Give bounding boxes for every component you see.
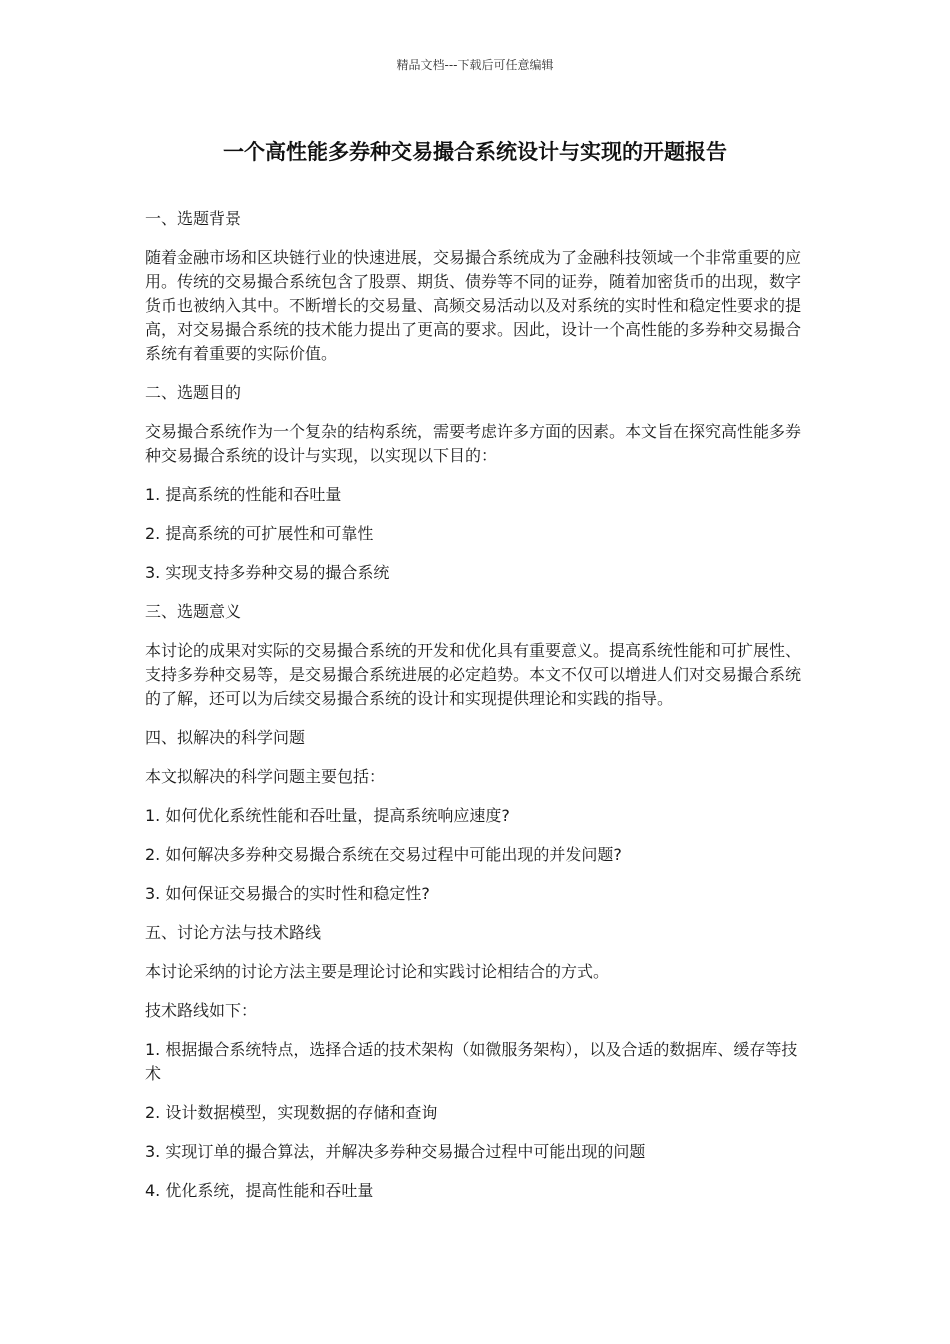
section-heading: 五、讨论方法与技术路线 — [145, 923, 322, 942]
list-item: 1. 提高系统的性能和吞吐量 — [145, 485, 342, 504]
document-body — [145, 207, 807, 1218]
list-item: 1. 根据撮合系统特点，选择合适的技术架构（如微服务架构），以及合适的数据库、缓存等技术 — [145, 1040, 798, 1083]
paragraph: 本讨论采纳的讨论方法主要是理论讨论和实践讨论相结合的方式。 — [145, 962, 610, 981]
list-item: 2. 提高系统的可扩展性和可靠性 — [145, 524, 374, 543]
paragraph: 技术路线如下： — [145, 1001, 258, 1020]
section-heading: 一、选题背景 — [145, 209, 242, 228]
list-item: 4. 优化系统，提高性能和吞吐量 — [145, 1181, 374, 1200]
list-item: 2. 设计数据模型，实现数据的存储和查询 — [145, 1103, 438, 1122]
list-item: 3. 实现支持多券种交易的撮合系统 — [145, 563, 390, 582]
document-title: 一个高性能多券种交易撮合系统设计与实现的开题报告 — [223, 140, 727, 164]
list-item: 3. 实现订单的撮合算法，并解决多券种交易撮合过程中可能出现的问题 — [145, 1142, 646, 1161]
paragraph: 本文拟解决的科学问题主要包括： — [145, 767, 386, 786]
section-heading: 二、选题目的 — [145, 383, 242, 402]
paragraph: 随着金融市场和区块链行业的快速进展，交易撮合系统成为了金融科技领域一个非常重要的应用。传统的交易撮合系统包含了股票、期货、债券等不同的证券，随着加密货币的出现，数字货币也被纳入其中。不断增长的交易量、高频交易活动以及对系统的实时性和稳定性要求的提高，对交易撮合系统的技术能力提出了更高的要求。因此，设计一个高性能的多券种交易撮合系统有着重要的实际价值。 — [145, 248, 802, 363]
paragraph: 本讨论的成果对实际的交易撮合系统的开发和优化具有重要意义。提高系统性能和可扩展性、支持多券种交易等，是交易撮合系统进展的必定趋势。本文不仅可以增进人们对交易撮合系统的了解，还可以为后续交易撮合系统的设计和实现提供理论和实践的指导。 — [145, 641, 802, 708]
page-header: 精品文档---下载后可任意编辑 — [396, 58, 554, 72]
section-heading: 四、拟解决的科学问题 — [145, 728, 306, 747]
list-item: 1. 如何优化系统性能和吞吐量，提高系统响应速度? — [145, 806, 510, 825]
section-heading: 三、选题意义 — [145, 602, 242, 621]
list-item: 2. 如何解决多券种交易撮合系统在交易过程中可能出现的并发问题? — [145, 845, 622, 864]
list-item: 3. 如何保证交易撮合的实时性和稳定性? — [145, 884, 430, 903]
paragraph: 交易撮合系统作为一个复杂的结构系统，需要考虑许多方面的因素。本文旨在探究高性能多券种交易撮合系统的设计与实现，以实现以下目的： — [145, 422, 802, 465]
